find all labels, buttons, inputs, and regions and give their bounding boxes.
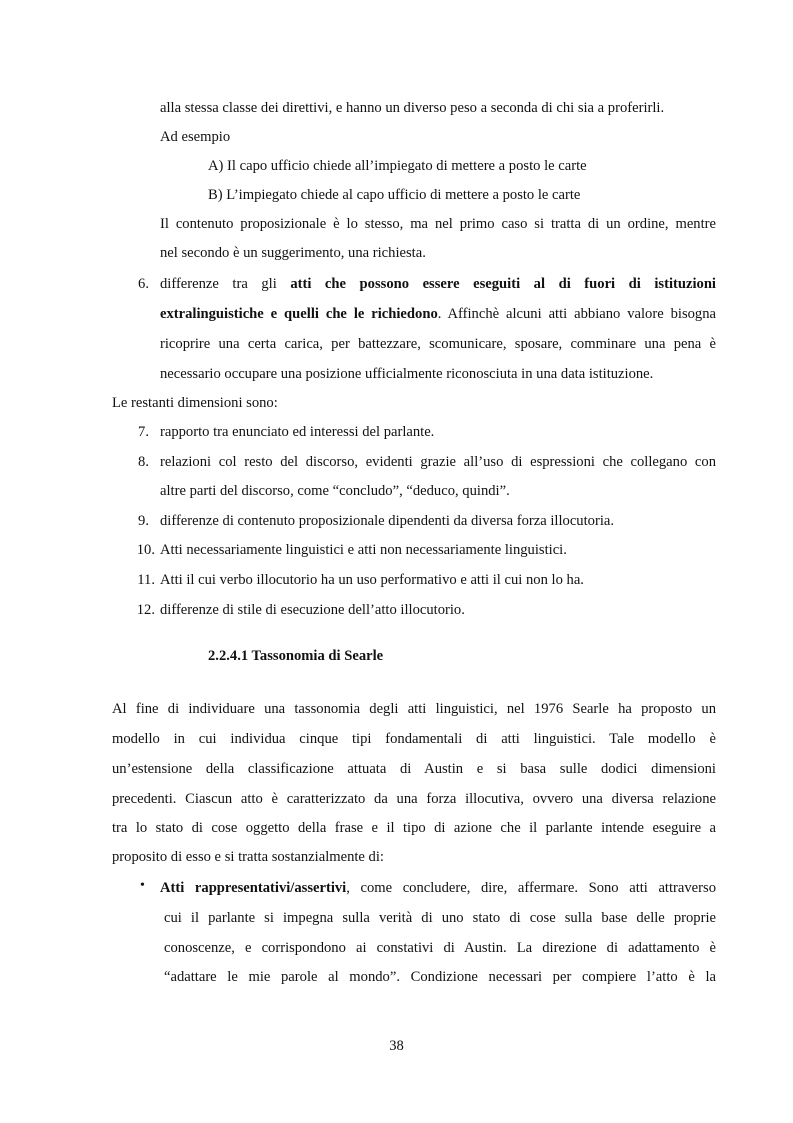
example-a: A) Il capo ufficio chiede all’impiegato di mettere a posto le carte — [208, 158, 587, 174]
list-item: differenze di stile di esecuzione dell’atto illocutorio. — [160, 602, 465, 618]
paragraph-line: Al fine di individuare una tassonomia degli atti linguistici, nel 1976 Searle ha proposto un — [112, 701, 716, 717]
list-number: 6. — [138, 276, 149, 292]
list-number: 7. — [138, 424, 149, 440]
list-item: Atti il cui verbo illocutorio ha un uso performativo e atti il cui non lo ha. — [160, 572, 584, 588]
paragraph-line: precedenti. Ciascun atto è caratterizzato da una forza illocutiva, ovvero una diversa relazione — [112, 791, 716, 807]
paragraph-line: un’estensione della classificazione attuata di Austin e si basa sulle dodici dimensioni — [112, 761, 716, 777]
bold-text: atti che possono essere eseguiti al di fuori di istituzioni — [290, 276, 716, 292]
bullet-item-line — [160, 878, 716, 898]
list-number: 9. — [138, 513, 149, 529]
example-b: B) L’impiegato chiede al capo ufficio di mettere a posto le carte — [208, 187, 581, 203]
paragraph-line: proposito di esso e si tratta sostanzialmente di: — [112, 849, 384, 865]
text-span: differenze tra gli — [160, 276, 291, 292]
bullet-item-line: “adattare le mie parole al mondo”. Condizione necessari per compiere l’atto è la — [164, 969, 716, 985]
bullet-icon: • — [140, 878, 145, 893]
text-line: necessario occupare una posizione ufficialmente riconosciuta in una data istituzione. — [160, 366, 654, 382]
text-span: , come concludere, dire, affermare. Sono atti attraverso — [346, 880, 716, 896]
paragraph-line: modello in cui individua cinque tipi fondamentali di atti linguistici. Tale modello è — [112, 731, 716, 747]
bold-text: Atti rappresentativi/assertivi — [160, 880, 347, 896]
list-number: 8. — [138, 454, 149, 470]
list-item: rapporto tra enunciato ed interessi del parlante. — [160, 424, 435, 440]
list-number: 10. — [136, 542, 155, 558]
text-line: Ad esempio — [160, 129, 231, 145]
list-number: 12. — [136, 602, 155, 618]
text-line: ricoprire una certa carica, per battezzare, scomunicare, sposare, comminare una pena è — [160, 336, 716, 352]
list-item-6-line — [160, 274, 716, 294]
page-number: 38 — [389, 1038, 404, 1054]
list-item: relazioni col resto del discorso, evidenti grazie all’uso di espressioni che collegano con — [160, 454, 716, 470]
bold-text: extralinguistiche e quelli che le richiedono — [160, 306, 438, 322]
paragraph-line: tra lo stato di cose oggetto della frase e il tipo di azione che il parlante intende eseguire a — [112, 820, 716, 836]
bullet-item-line: cui il parlante si impegna sulla verità di uno stato di cose sulla base delle proprie — [164, 910, 716, 926]
section-heading: 2.2.4.1 Tassonomia di Searle — [208, 648, 384, 664]
list-item: Atti necessariamente linguistici e atti non necessariamente linguistici. — [160, 542, 567, 558]
list-number: 11. — [137, 572, 155, 588]
text-line: Il contenuto proposizionale è lo stesso, ma nel primo caso si tratta di un ordine, mentre — [160, 216, 716, 232]
text-line: Le restanti dimensioni sono: — [112, 395, 278, 411]
list-item-6-line — [160, 304, 716, 324]
text-line: alla stessa classe dei direttivi, e hanno un diverso peso a seconda di chi sia a proferirli. — [160, 100, 665, 116]
text-line: nel secondo è un suggerimento, una richiesta. — [160, 245, 426, 261]
bullet-item-line: conoscenze, e corrispondono ai constativi di Austin. La direzione di adattamento è — [164, 940, 716, 956]
list-item-continuation: altre parti del discorso, come “concludo”, “deduco, quindi”. — [160, 483, 510, 499]
text-span: . Affinchè alcuni atti abbiano valore bisogna — [437, 306, 716, 322]
list-item: differenze di contenuto proposizionale dipendenti da diversa forza illocutoria. — [160, 513, 614, 529]
